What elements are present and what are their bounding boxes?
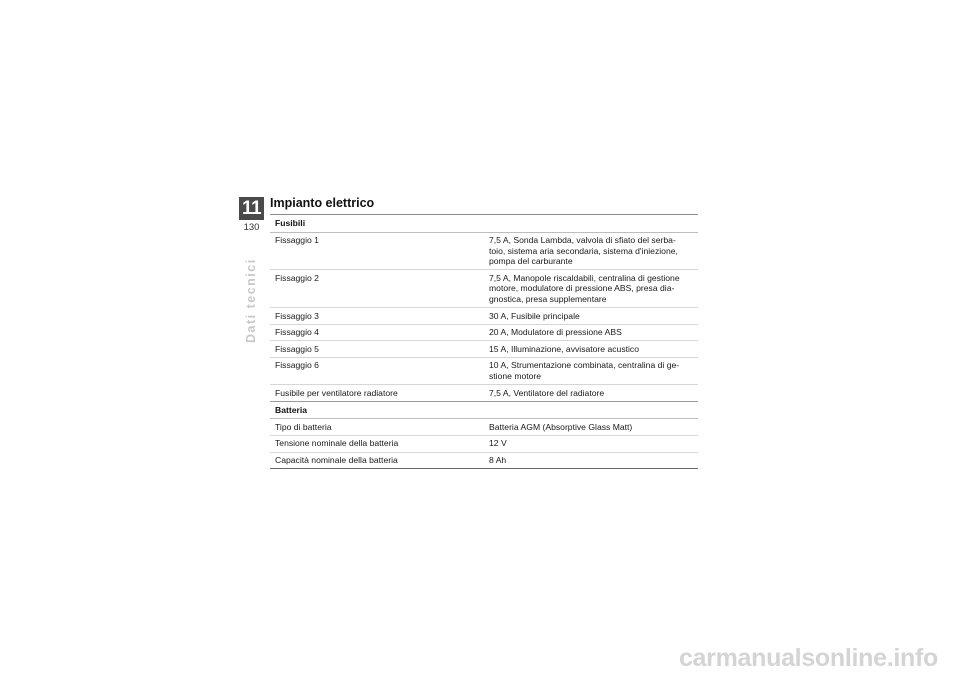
- table-row: [270, 358, 698, 385]
- spec-value: 15 A, Illuminazione, avvisatore acustico: [489, 343, 639, 354]
- chapter-number: 11: [239, 197, 264, 220]
- spec-label: Capacità nominale della batteria: [275, 455, 398, 465]
- page-number: 130: [243, 222, 260, 233]
- watermark: carmanualsonline.info: [678, 644, 938, 672]
- table-row: [270, 436, 698, 453]
- table-row: [270, 341, 698, 358]
- table-row: [270, 270, 698, 308]
- table-row: [270, 419, 698, 436]
- group-header-batteria: Batteria: [270, 402, 698, 420]
- spec-label: Fissaggio 3: [275, 310, 319, 321]
- table-row: [270, 308, 698, 325]
- spec-label: Fissaggio 2: [275, 272, 319, 283]
- spec-label: Fissaggio 5: [275, 343, 319, 354]
- spec-label: Fissaggio 1: [275, 235, 319, 246]
- table-row: [270, 453, 698, 469]
- spec-label: Tipo di batteria: [275, 421, 332, 432]
- table-row: [270, 233, 698, 271]
- table-row: [270, 325, 698, 342]
- spec-value: 20 A, Modulatore di pressione ABS: [489, 327, 622, 338]
- spec-label: Fusibile per ventilatore radiatore: [275, 387, 398, 398]
- spec-value: 8 Ah: [489, 455, 507, 465]
- spec-label: Fissaggio 4: [275, 327, 319, 338]
- spec-value: 7,5 A, Sonda Lambda, valvola di sfiato del serba- toio, sistema aria secondaria, sistema d'iniezione, pompa del carburante: [489, 235, 678, 267]
- spec-value: Batteria AGM (Absorptive Glass Matt): [489, 421, 633, 432]
- spec-value: 30 A, Fusibile principale: [489, 310, 580, 321]
- chapter-tab: [239, 197, 264, 234]
- chapter-label: Dati tecnici: [244, 258, 258, 343]
- spec-value: 7,5 A, Manopole riscaldabili, centralina di gestione motore, modulatore di pressione ABS, presa dia- gnostica, presa supplementare: [489, 272, 680, 305]
- section-title: Impianto elettrico: [270, 196, 375, 210]
- spec-label: Fissaggio 6: [275, 360, 319, 371]
- group-header-fusibili: Fusibili: [270, 215, 698, 233]
- spec-label: Tensione nominale della batteria: [275, 438, 399, 449]
- spec-value: 12 V: [489, 438, 507, 449]
- spec-value: 10 A, Strumentazione combinata, centralina di ge- stione motore: [489, 360, 680, 382]
- spec-table: [270, 214, 698, 469]
- table-row: [270, 385, 698, 402]
- spec-value: 7,5 A, Ventilatore del radiatore: [489, 387, 605, 398]
